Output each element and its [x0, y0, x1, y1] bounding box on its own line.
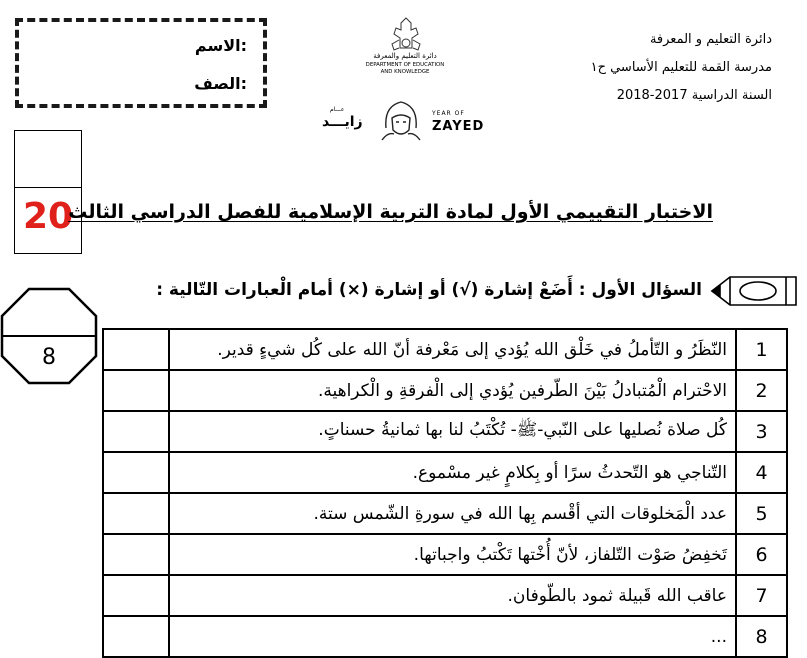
table-row [103, 411, 787, 452]
row-number: 5 [736, 493, 787, 534]
question1-score: 8 [42, 345, 56, 370]
table-row [103, 616, 787, 657]
edu-logo-english-line1: DEPARTMENT OF EDUCATION [365, 62, 445, 68]
answer-cell[interactable] [103, 370, 169, 411]
table-row [103, 329, 787, 370]
zayed-english: ZAYED [432, 119, 485, 134]
statements-table [102, 328, 788, 658]
question1-heading: السؤال الأول : أَضَعْ إشارة (√) أو إشارة (×) أمام الْعبارات التّالية : [156, 280, 702, 300]
table-row [103, 534, 787, 575]
answer-cell[interactable] [103, 452, 169, 493]
statement-text: تَخفِضُ صَوْت التّلفاز، لأنّ أُخْتها تَكْتبُ واجباتها. [169, 534, 736, 575]
zayed-arabic: زايـــد [322, 114, 363, 130]
academic-year: السنة الدراسية 2017-2018 [616, 88, 772, 103]
edu-logo-english-line2: AND KNOWLEDGE [380, 69, 430, 75]
pencil-icon [708, 273, 800, 309]
answer-cell[interactable] [103, 493, 169, 534]
name-label: الاسم: [194, 36, 247, 55]
answer-cell[interactable] [103, 616, 169, 657]
statement-text: عاقب الله قَبيلة ثمود بالطّوفان. [169, 575, 736, 616]
score-obtained-box [14, 130, 82, 188]
class-label: الصف: [194, 74, 247, 93]
answer-cell[interactable] [103, 329, 169, 370]
table-row [103, 452, 787, 493]
row-number: 4 [736, 452, 787, 493]
exam-title: الاختبار التقييمي الأول لمادة التربية الإسلامية للفصل الدراسي الثالث [68, 201, 713, 223]
statement-text: الاحْترام الْمُتبادلُ بَيْنَ الطّرفين يُؤدي إلى الْفرقةِ و الْكراهية. [169, 370, 736, 411]
row-number: 2 [736, 370, 787, 411]
department-name: دائرة التعليم و المعرفة [649, 32, 772, 47]
school-name: مدرسة القمة للتعليم الأساسي ح١ [590, 60, 772, 75]
table-row [103, 370, 787, 411]
answer-cell[interactable] [103, 534, 169, 575]
statement-text: عدد الْمَخلوقات التي أقْسم بِها الله في سورةِ الشّمس ستة. [169, 493, 736, 534]
row-number: 7 [736, 575, 787, 616]
row-number: 3 [736, 411, 787, 452]
zayed-year-arabic-small: عـــام [330, 106, 345, 113]
zayed-portrait-icon [378, 98, 424, 142]
table-row [103, 575, 787, 616]
statement-text: ... [169, 616, 736, 657]
row-number: 8 [736, 616, 787, 657]
table-row [103, 493, 787, 534]
row-number: 6 [736, 534, 787, 575]
student-info-box [15, 18, 267, 108]
statement-text: كُل صلاة نُصليها على النّبي-ﷺ- تُكْتَبُ لنا بها ثمانيةُ حسناتٍ. [169, 411, 736, 452]
score-total: 20 [22, 196, 74, 237]
edu-logo-arabic: دائرة التعليم والمعرفة [373, 52, 437, 60]
question-score-octagon [0, 287, 98, 385]
answer-cell[interactable] [103, 575, 169, 616]
statement-text: التّناجي هو التّحدثُ سرًا أو بِكلامٍ غير مسْموع. [169, 452, 736, 493]
answer-cell[interactable] [103, 411, 169, 452]
row-number: 1 [736, 329, 787, 370]
statement-text: النّظَرُ و التّأملُ في خَلْق الله يُؤدي إلى مَعْرفة أنّ الله على كُل شيءٍ قدير. [169, 329, 736, 370]
zayed-year-label: YEAR OF [432, 110, 465, 117]
